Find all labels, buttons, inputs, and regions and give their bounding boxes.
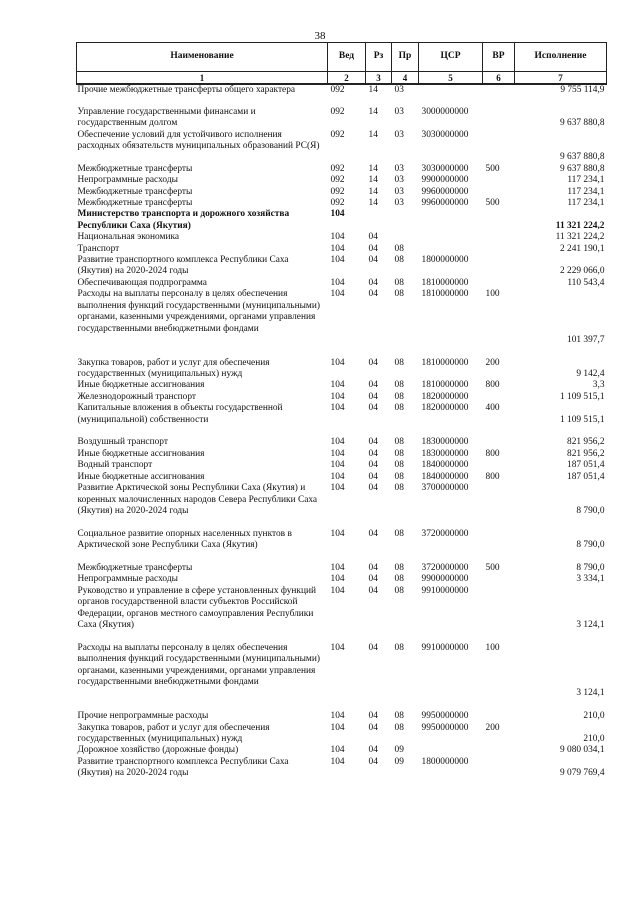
column-number-row	[77, 72, 607, 85]
row-name-cell: Водный транспорт	[77, 460, 153, 471]
table-row	[77, 574, 607, 585]
row-pr-cell: 08	[394, 380, 404, 391]
row-ved-cell: 104	[330, 403, 345, 414]
row-vr-cell	[483, 255, 515, 278]
row-amount-cell: 2 229 066,0	[559, 266, 605, 277]
row-amount-cell: 1 109 515,1	[559, 414, 605, 425]
table-header-row	[77, 43, 607, 72]
row-amount-cell: 3 334,1	[576, 574, 605, 585]
row-vr-cell	[483, 586, 515, 643]
row-csr-cell	[419, 209, 483, 232]
row-ved-cell: 092	[330, 198, 345, 209]
row-csr-cell: 3030000000	[421, 129, 469, 140]
row-ved-cell: 092	[330, 106, 345, 117]
row-vr-cell: 500	[485, 163, 500, 174]
row-vr-cell	[483, 278, 515, 289]
row-ved-cell: 104	[330, 722, 345, 733]
row-vr-cell: 400	[485, 403, 500, 414]
table-row	[77, 392, 607, 403]
row-vr-cell	[483, 392, 515, 403]
row-rz-cell: 04	[368, 277, 378, 288]
row-rz-cell: 04	[368, 460, 378, 471]
row-ved-cell: 104	[330, 528, 345, 539]
row-amount-cell: 821 956,2	[567, 448, 605, 459]
row-vr-cell: 100	[485, 642, 500, 653]
row-rz-cell: 04	[368, 745, 378, 756]
row-pr-cell: 03	[394, 106, 404, 117]
row-vr-cell	[483, 84, 515, 107]
row-pr-cell	[392, 232, 419, 243]
row-rz-cell: 04	[368, 483, 378, 494]
row-vr-cell	[483, 209, 515, 232]
row-name-cell: Развитие транспортного комплекса Республики Саха (Якутия) на 2020-2024 годы	[77, 255, 289, 277]
table-row	[77, 472, 607, 483]
row-csr-cell: 1810000000	[421, 289, 469, 300]
row-ved-cell: 104	[330, 277, 345, 288]
row-csr-cell: 1830000000	[421, 437, 469, 448]
row-csr-cell: 3030000000	[421, 163, 469, 174]
row-name-cell: Обеспечение условий для устойчивого исполнения расходных обязательств муниципальных образований РС(Я)	[77, 129, 320, 152]
row-csr-cell: 9950000000	[421, 711, 469, 722]
row-rz-cell: 04	[368, 403, 378, 414]
row-name-cell: Иные бюджетные ассигнования	[77, 448, 205, 459]
header-pr: Пр	[392, 43, 419, 72]
row-pr-cell: 08	[394, 711, 404, 722]
row-pr-cell: 08	[394, 357, 404, 368]
row-vr-cell	[483, 574, 515, 585]
row-vr-cell	[483, 232, 515, 243]
row-pr-cell: 03	[394, 186, 404, 197]
header-ved: Вед	[328, 43, 366, 72]
row-vr-cell	[483, 529, 515, 563]
row-rz-cell: 14	[368, 175, 378, 186]
row-csr-cell: 1810000000	[421, 380, 469, 391]
row-ved-cell: 104	[330, 471, 345, 482]
row-rz-cell: 04	[368, 585, 378, 596]
row-pr-cell: 09	[394, 745, 404, 756]
row-csr-cell: 1810000000	[421, 357, 469, 368]
row-rz-cell: 04	[368, 471, 378, 482]
row-vr-cell	[483, 175, 515, 186]
row-amount-cell: 2 241 190,1	[559, 243, 605, 254]
table-row	[77, 711, 607, 722]
row-name-cell: Иные бюджетные ассигнования	[77, 380, 205, 391]
row-csr-cell: 9900000000	[421, 175, 469, 186]
column-number: 1	[77, 72, 328, 85]
row-pr-cell: 08	[394, 289, 404, 300]
row-rz-cell: 04	[368, 380, 378, 391]
header-vr: ВР	[483, 43, 515, 72]
row-pr-cell: 03	[394, 163, 404, 174]
column-number: 7	[515, 72, 607, 85]
table-row	[77, 380, 607, 391]
row-csr-cell: 3000000000	[421, 106, 469, 117]
row-csr-cell: 9910000000	[421, 585, 469, 596]
table-row	[77, 187, 607, 198]
row-vr-cell	[483, 107, 515, 130]
row-ved-cell: 104	[330, 562, 345, 573]
row-csr-cell: 1840000000	[421, 471, 469, 482]
table-row	[77, 255, 607, 278]
table-row	[77, 130, 607, 164]
row-rz-cell: 04	[368, 232, 378, 243]
row-ved-cell: 104	[330, 357, 345, 368]
row-amount-cell: 8 790,0	[576, 540, 605, 551]
row-name-cell: Межбюджетные трансферты	[77, 198, 193, 209]
table-row	[77, 209, 607, 232]
row-pr-cell: 08	[394, 562, 404, 573]
row-csr-cell: 1830000000	[421, 448, 469, 459]
row-name-cell: Непрограммные расходы	[77, 175, 178, 186]
row-pr-cell: 08	[394, 642, 404, 653]
row-rz-cell: 04	[368, 711, 378, 722]
row-csr-cell: 3700000000	[421, 483, 469, 494]
row-rz-cell: 04	[368, 642, 378, 653]
row-rz-cell: 04	[368, 243, 378, 254]
row-pr-cell: 08	[394, 528, 404, 539]
row-name-cell: Железнодорожный транспорт	[77, 391, 197, 402]
row-rz-cell: 04	[368, 391, 378, 402]
row-vr-cell	[483, 757, 515, 780]
row-amount-cell: 8 790,0	[576, 562, 605, 573]
row-vr-cell: 200	[485, 722, 500, 733]
row-name-cell: Межбюджетные трансферты	[77, 186, 193, 197]
row-name-cell: Межбюджетные трансферты	[77, 562, 193, 573]
row-vr-cell	[483, 460, 515, 471]
row-amount-cell: 187 051,4	[567, 460, 605, 471]
row-amount-cell: 117 234,1	[567, 186, 605, 197]
row-name-cell: Межбюджетные трансферты	[77, 163, 193, 174]
row-vr-cell	[483, 244, 515, 255]
row-amount-cell: 3 124,1	[576, 688, 605, 699]
row-vr-cell: 800	[485, 471, 500, 482]
row-name-cell: Национальная экономика	[77, 232, 180, 243]
row-pr-cell: 03	[394, 198, 404, 209]
row-amount-cell: 9 637 880,8	[559, 163, 605, 174]
row-ved-cell: 104	[330, 243, 345, 254]
row-ved-cell: 104	[330, 585, 345, 596]
row-amount-cell: 821 956,2	[567, 437, 605, 448]
row-pr-cell: 08	[394, 391, 404, 402]
row-name-cell: Капитальные вложения в объекты государственной (муниципальной) собственности	[77, 403, 283, 425]
row-csr-cell: 1820000000	[421, 391, 469, 402]
row-amount-cell: 3,3	[592, 380, 605, 391]
row-csr-cell: 9900000000	[421, 574, 469, 585]
budget-execution-table	[76, 42, 607, 780]
row-csr-cell: 1840000000	[421, 460, 469, 471]
row-ved-cell: 104	[330, 209, 345, 220]
row-name-cell: Обеспечивающая подпрограмма	[77, 277, 207, 288]
row-name-cell: Транспорт	[77, 243, 120, 254]
row-ved-cell: 104	[330, 483, 345, 494]
row-pr-cell: 08	[394, 471, 404, 482]
row-rz-cell: 04	[368, 756, 378, 767]
page-number: 38	[314, 30, 326, 42]
row-rz-cell: 14	[368, 85, 378, 95]
row-ved-cell: 104	[330, 574, 345, 585]
row-vr-cell	[483, 187, 515, 198]
row-ved-cell: 104	[330, 448, 345, 459]
row-rz-cell: 04	[368, 722, 378, 733]
row-vr-cell: 500	[485, 562, 500, 573]
row-amount-cell: 9 079 769,4	[559, 768, 605, 779]
row-name-cell: Прочие непрограммные расходы	[77, 711, 209, 722]
row-vr-cell	[483, 745, 515, 756]
row-name-cell: Развитие Арктической зоны Республики Саха (Якутия) и коренных малочисленных народов Севера Республики Саха (Якутия) на 2020-2024 годы	[77, 483, 318, 516]
row-ved-cell: 092	[330, 163, 345, 174]
row-rz-cell	[366, 209, 392, 232]
row-rz-cell: 04	[368, 357, 378, 368]
row-amount-cell: 117 234,1	[567, 198, 605, 209]
row-rz-cell: 14	[368, 186, 378, 197]
table-row	[77, 289, 607, 357]
header-name: Наименование	[77, 43, 328, 72]
row-rz-cell: 14	[368, 163, 378, 174]
row-ved-cell: 104	[330, 756, 345, 767]
row-amount-cell: 9 142,4	[576, 369, 605, 380]
row-csr-cell: 9950000000	[421, 722, 469, 733]
row-csr-cell	[419, 745, 483, 756]
row-name-cell: Социальное развитие опорных населенных пунктов в Арктической зоне Республики Саха (Якутия)	[77, 528, 292, 551]
row-csr-cell: 1820000000	[421, 403, 469, 414]
row-rz-cell: 04	[368, 255, 378, 266]
row-vr-cell	[483, 483, 515, 529]
table-row	[77, 449, 607, 460]
row-amount-cell: 1 109 515,1	[559, 391, 605, 402]
row-amount-cell: 9 080 034,1	[559, 745, 605, 756]
row-csr-cell	[419, 232, 483, 243]
row-ved-cell: 104	[330, 289, 345, 300]
row-name-cell: Непрограммные расходы	[77, 574, 178, 585]
row-csr-cell: 9960000000	[421, 186, 469, 197]
header-csr: ЦСР	[419, 43, 483, 72]
table-row	[77, 643, 607, 711]
row-name-cell: Дорожное хозяйство (дорожные фонды)	[77, 745, 239, 756]
table-row	[77, 164, 607, 175]
row-name-cell: Воздушный транспорт	[77, 437, 168, 448]
row-pr-cell: 08	[394, 483, 404, 494]
row-amount-cell: 101 397,7	[567, 334, 605, 345]
table-row	[77, 757, 607, 780]
row-name-cell: Закупка товаров, работ и услуг для обеспечения государственных (муниципальных) нужд	[77, 357, 270, 380]
column-number: 6	[483, 72, 515, 85]
row-amount-cell: 8 790,0	[576, 505, 605, 516]
row-amount-cell: 11 321 224,2	[555, 220, 605, 231]
column-number: 3	[366, 72, 392, 85]
row-amount-cell: 117 234,1	[567, 175, 605, 186]
row-csr-cell: 3720000000	[421, 562, 469, 573]
row-vr-cell: 800	[485, 380, 500, 391]
row-ved-cell: 104	[330, 745, 345, 756]
row-pr-cell: 08	[394, 460, 404, 471]
row-csr-cell	[419, 244, 483, 255]
row-name-cell: Прочие межбюджетные трансферты общего характера	[77, 85, 296, 95]
row-pr-cell: 03	[394, 129, 404, 140]
row-pr-cell: 03	[394, 175, 404, 186]
row-amount-cell: 9 755 114,9	[560, 85, 605, 95]
row-rz-cell: 04	[368, 574, 378, 585]
row-rz-cell: 14	[368, 106, 378, 117]
row-ved-cell: 092	[330, 85, 345, 95]
row-amount-cell: 210,0	[583, 733, 605, 744]
row-pr-cell: 08	[394, 243, 404, 254]
table-row	[77, 278, 607, 289]
row-ved-cell: 104	[330, 642, 345, 653]
row-vr-cell	[483, 130, 515, 164]
row-ved-cell: 104	[330, 255, 345, 266]
row-ved-cell: 104	[330, 232, 345, 243]
row-vr-cell	[483, 437, 515, 448]
table-row	[77, 198, 607, 209]
row-ved-cell: 104	[330, 437, 345, 448]
row-csr-cell: 9910000000	[421, 642, 469, 653]
row-amount-cell: 3 124,1	[576, 619, 605, 630]
table-row	[77, 244, 607, 255]
table-row	[77, 437, 607, 448]
row-ved-cell: 104	[330, 391, 345, 402]
row-name-cell: Расходы на выплаты персоналу в целях обеспечения выполнения функций государственными (муниципальными) органами, казенными учреждениями, органами управления государственными внебюджетными фондами	[77, 289, 320, 334]
row-name-cell: Руководство и управление в сфере установленных функций органов государственной власти субъектов Российской Федерации, органов местного самоуправления Республики Саха (Якутия)	[77, 585, 317, 630]
row-pr-cell: 08	[394, 277, 404, 288]
row-csr-cell: 1810000000	[421, 277, 469, 288]
row-amount-cell: 11 321 224,2	[555, 232, 605, 243]
row-amount-cell: 9 637 880,8	[559, 152, 605, 163]
table-row	[77, 586, 607, 643]
row-name-cell: Закупка товаров, работ и услуг для обеспечения государственных (муниципальных) нужд	[77, 722, 270, 744]
row-rz-cell: 04	[368, 528, 378, 539]
row-csr-cell: 1800000000	[421, 756, 469, 767]
row-vr-cell	[483, 711, 515, 722]
row-amount-cell: 110 543,4	[567, 277, 605, 288]
row-ved-cell: 092	[330, 175, 345, 186]
table-body	[77, 84, 607, 780]
row-ved-cell: 092	[330, 186, 345, 197]
column-number: 4	[392, 72, 419, 85]
row-rz-cell: 14	[368, 198, 378, 209]
row-vr-cell: 200	[485, 357, 500, 368]
row-vr-cell: 800	[485, 448, 500, 459]
row-pr-cell: 08	[394, 722, 404, 733]
table-row	[77, 460, 607, 471]
row-csr-cell	[419, 84, 483, 107]
row-vr-cell: 500	[485, 198, 500, 209]
row-pr-cell: 03	[394, 85, 404, 95]
row-amount-cell: 9 637 880,8	[559, 118, 605, 129]
table-row	[77, 529, 607, 563]
header-isp: Исполнение	[515, 43, 607, 72]
row-csr-cell: 3720000000	[421, 528, 469, 539]
row-pr-cell: 08	[394, 255, 404, 266]
row-pr-cell: 09	[394, 756, 404, 767]
table-row	[77, 563, 607, 574]
row-amount-cell: 210,0	[583, 711, 605, 722]
table-row	[77, 483, 607, 529]
table-row	[77, 358, 607, 381]
column-number: 2	[328, 72, 366, 85]
row-rz-cell: 04	[368, 289, 378, 300]
header-rz: Рз	[366, 43, 392, 72]
row-name-cell: Министерство транспорта и дорожного хозяйства Республики Саха (Якутия)	[77, 209, 290, 231]
row-rz-cell: 04	[368, 562, 378, 573]
table-row	[77, 107, 607, 130]
table-row	[77, 232, 607, 243]
row-ved-cell: 104	[330, 380, 345, 391]
row-csr-cell: 9960000000	[421, 198, 469, 209]
row-name-cell: Иные бюджетные ассигнования	[77, 471, 205, 482]
row-ved-cell: 104	[330, 460, 345, 471]
row-rz-cell: 04	[368, 437, 378, 448]
table-row	[77, 745, 607, 756]
row-rz-cell: 14	[368, 129, 378, 140]
row-pr-cell: 08	[394, 585, 404, 596]
row-ved-cell: 104	[330, 711, 345, 722]
row-name-cell: Развитие транспортного комплекса Республики Саха (Якутия) на 2020-2024 годы	[77, 756, 289, 779]
row-name-cell: Расходы на выплаты персоналу в целях обеспечения выполнения функций государственными (муниципальными) органами, казенными учреждениями, органами управления государственными внебюджетными фондами	[77, 642, 320, 687]
table-row	[77, 723, 607, 746]
row-pr-cell: 08	[394, 574, 404, 585]
row-pr-cell: 08	[394, 403, 404, 414]
table-row	[77, 84, 607, 107]
table-row	[77, 175, 607, 186]
row-vr-cell: 100	[485, 289, 500, 300]
row-csr-cell: 1800000000	[421, 255, 469, 266]
row-pr-cell	[392, 209, 419, 232]
row-name-cell: Управление государственными финансами и государственным долгом	[77, 106, 256, 129]
row-rz-cell: 04	[368, 448, 378, 459]
row-ved-cell: 092	[330, 129, 345, 140]
row-pr-cell: 08	[394, 437, 404, 448]
row-amount-cell: 187 051,4	[567, 471, 605, 482]
row-pr-cell: 08	[394, 448, 404, 459]
column-number: 5	[419, 72, 483, 85]
table-row	[77, 403, 607, 437]
